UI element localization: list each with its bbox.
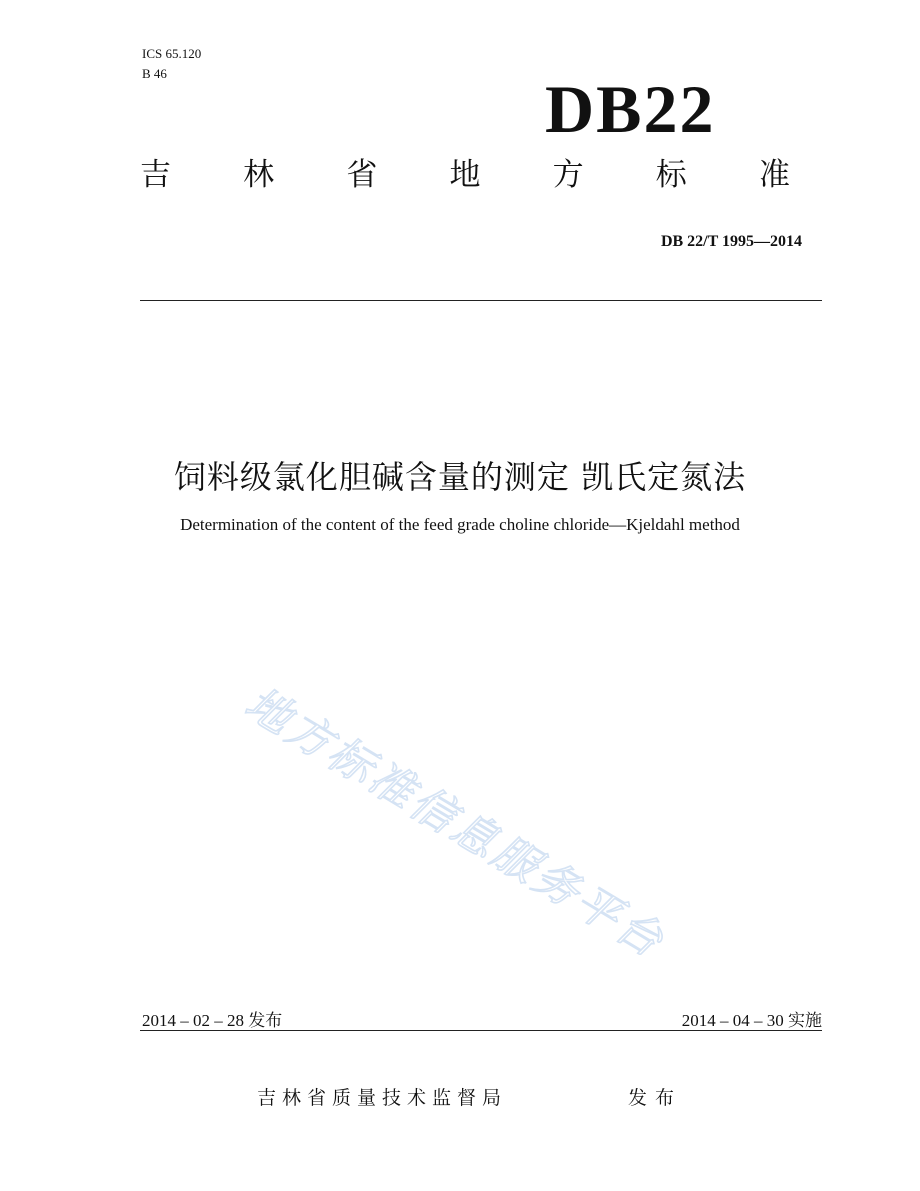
date-divider — [140, 1030, 822, 1031]
standard-type-char: 省 — [346, 157, 378, 193]
title-english: Determination of the content of the feed grade choline chloride—Kjeldahl method — [180, 515, 740, 534]
title-chinese: 饲料级氯化胆碱含量的测定 凯氏定氮法 — [173, 458, 747, 496]
standard-type-char: 准 — [758, 157, 790, 193]
db-mark: DB22 — [545, 71, 716, 147]
standard-type-char: 地 — [449, 157, 481, 193]
standard-type-char: 林 — [243, 157, 275, 193]
standard-type-char: 吉 — [140, 157, 171, 193]
issue-date: 2014 – 02 – 28 发布 — [142, 1011, 283, 1030]
issuing-authority: 吉林省质量技术监督局 — [257, 1087, 508, 1109]
standard-type-char: 标 — [655, 157, 687, 193]
classification-code: B 46 — [142, 66, 167, 81]
implementation-date: 2014 – 04 – 30 实施 — [681, 1011, 822, 1030]
ics-code: ICS 65.120 — [142, 46, 202, 61]
watermark — [232, 672, 752, 992]
header-divider — [140, 300, 822, 301]
standard-type-char: 方 — [552, 157, 584, 193]
standard-code: DB 22/T 1995—2014 — [660, 233, 802, 250]
standard-type-heading — [140, 156, 790, 194]
issue-label: 发布 — [628, 1087, 683, 1109]
watermark-text: 地方标准信息服务平台 — [236, 677, 675, 969]
